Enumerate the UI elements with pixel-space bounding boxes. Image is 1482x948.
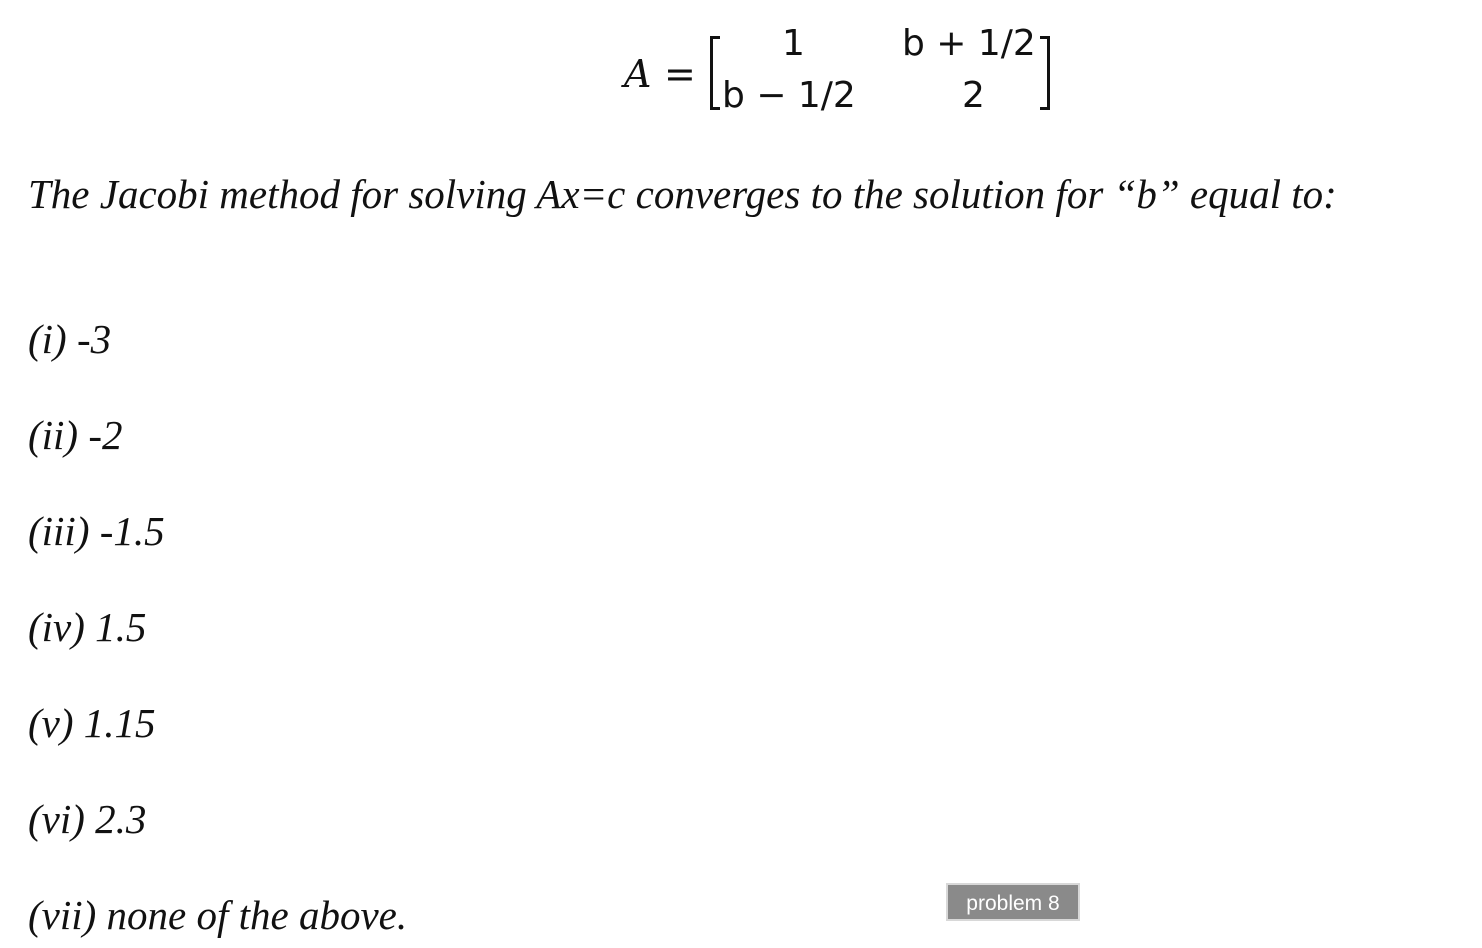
option-vi: (vi) 2.3 — [28, 796, 147, 842]
equals-sign: = — [664, 52, 696, 96]
matrix-cell-r2c1: b − 1/2 — [722, 75, 856, 116]
matrix-name: A — [624, 52, 652, 96]
matrix-cell-r2c2: 2 — [962, 75, 985, 116]
left-bracket — [710, 36, 720, 110]
option-i: (i) -3 — [28, 316, 112, 362]
option-ii: (ii) -2 — [28, 412, 123, 458]
problem-tag: problem 8 — [946, 883, 1080, 921]
option-v: (v) 1.15 — [28, 700, 156, 746]
matrix-cell-r1c1: 1 — [782, 23, 805, 64]
question-text: The Jacobi method for solving Ax=c converges to the solution for “b” equal to: — [28, 171, 1337, 217]
matrix-equation — [622, 24, 1072, 124]
matrix-cell-r1c2: b + 1/2 — [902, 23, 1036, 64]
right-bracket — [1040, 36, 1050, 110]
option-iv: (iv) 1.5 — [28, 604, 147, 650]
option-vii: (vii) none of the above. — [28, 892, 408, 938]
option-iii: (iii) -1.5 — [28, 508, 165, 554]
